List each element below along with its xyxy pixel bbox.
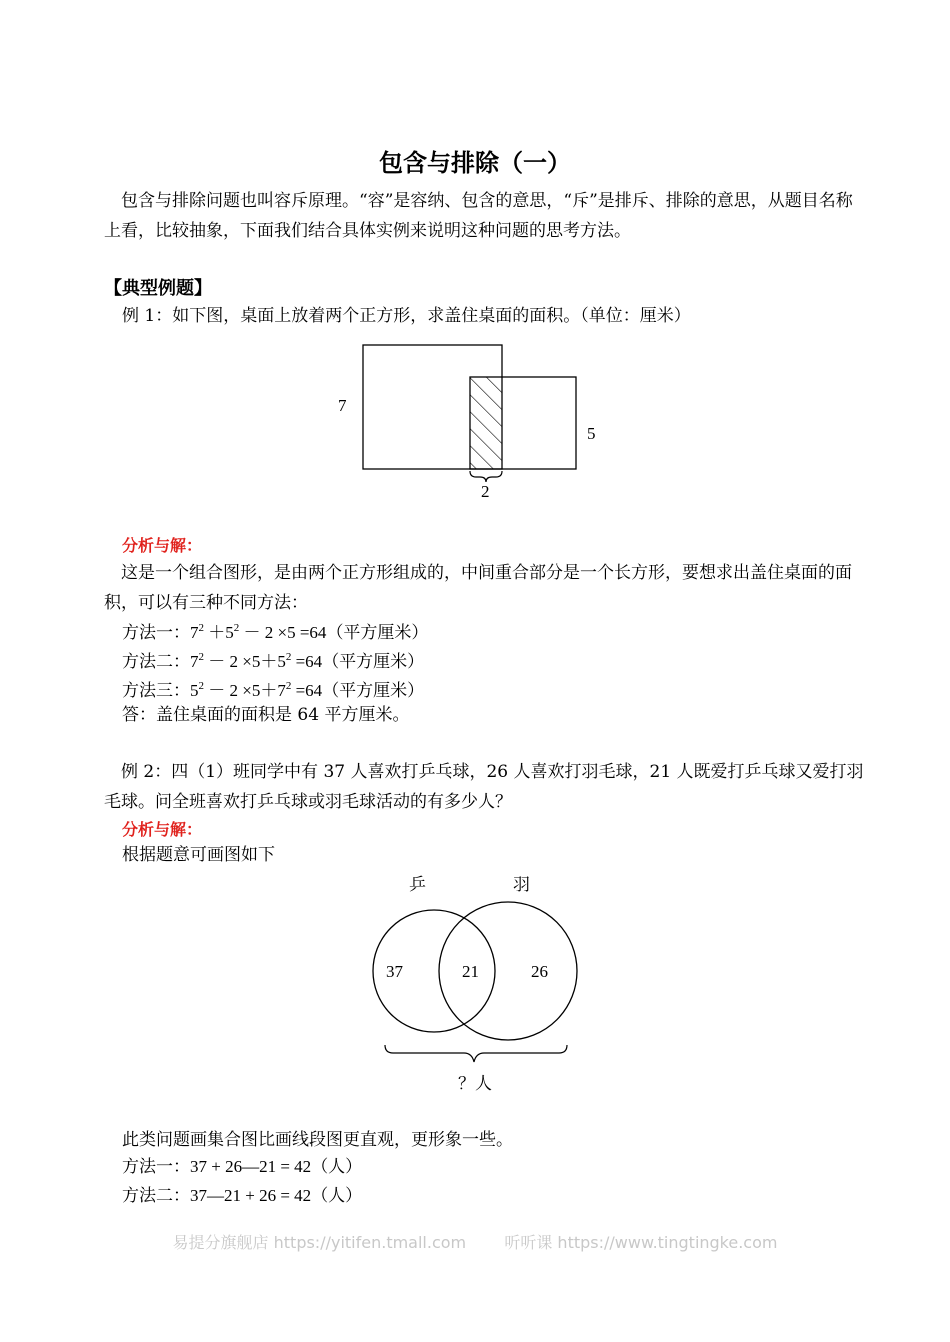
bottom-brace (470, 471, 502, 482)
left-only-value: 37 (386, 962, 403, 981)
example2-note: 此类问题画集合图比画线段图更直观，更形象一些。 (122, 1130, 513, 1150)
section-heading: 【典型例题】 (104, 278, 212, 299)
total-label: ？人 (458, 1074, 492, 1093)
example2-analysis-label: 分析与解： (122, 820, 203, 839)
venn-diagram (360, 868, 600, 1098)
example1-analysis: 这是一个组合图形，是由两个正方形组成的，中间重合部分是一个长方形，要想求出盖住桌面的面积，可以有三种不同方法： (104, 563, 852, 613)
example1-answer: 答：盖住桌面的面积是 64 平方厘米。 (122, 705, 410, 725)
right-only-value: 26 (531, 962, 548, 981)
overlapping-squares-figure (330, 340, 630, 505)
intro-paragraph: 包含与排除问题也叫容斥原理。“容”是容纳、包含的意思，“斥”是排斥、排除的意思，从题目名称上看，比较抽象，下面我们结合具体实例来说明这种问题的思考方法。 (104, 191, 853, 241)
example2-method-2: 方法二：37—21 + 26 = 42（人） (122, 1186, 363, 1206)
overlap-region (470, 377, 502, 469)
example1-method-1: 方法一：$7^2 +5^2 - 2 \times 5 =64$（平方厘米） (122, 622, 429, 643)
page-title: 包含与排除（一） (379, 149, 571, 177)
right-circle (439, 902, 577, 1040)
example1-method-2: 方法二：$7^2 - 2 \times 5+5^2 =64$（平方厘米） (122, 651, 425, 672)
example1-analysis-label: 分析与解： (122, 536, 203, 555)
example1-question: 例 1：如下图，桌面上放着两个正方形，求盖住桌面的面积。（单位：厘米） (122, 306, 691, 326)
right-set-label: 羽 (513, 875, 530, 894)
footer-right-name: 听听课 (504, 1233, 553, 1252)
example2-method-1: 方法一：37 + 26—21 = 42（人） (122, 1157, 363, 1177)
total-brace (385, 1045, 567, 1062)
left-square-label: 7 (338, 396, 347, 415)
example2-intro: 根据题意可画图如下 (122, 845, 275, 865)
left-set-label: 乒 (409, 875, 426, 894)
example2-question: 例 2：四（1）班同学中有 37 人喜欢打乒乓球，26 人喜欢打羽毛球，21 人既爱打乒乓球又爱打羽毛球。问全班喜欢打乒乓球或羽毛球活动的有多少人？ (104, 762, 864, 812)
footer-right-url[interactable]: https://www.tingtingke.com (557, 1233, 778, 1252)
footer-left-name: 易提分旗舰店 (172, 1233, 269, 1252)
example1-method-3: 方法三：$5^2 - 2 \times 5+7^2 =64$（平方厘米） (122, 680, 425, 701)
intersection-value: 21 (462, 962, 479, 981)
footer-left-url[interactable]: https://yitifen.tmall.com (273, 1233, 467, 1252)
footer-watermark (0, 1230, 950, 1253)
overlap-width-label: 2 (481, 482, 490, 501)
right-square-label: 5 (587, 424, 596, 443)
